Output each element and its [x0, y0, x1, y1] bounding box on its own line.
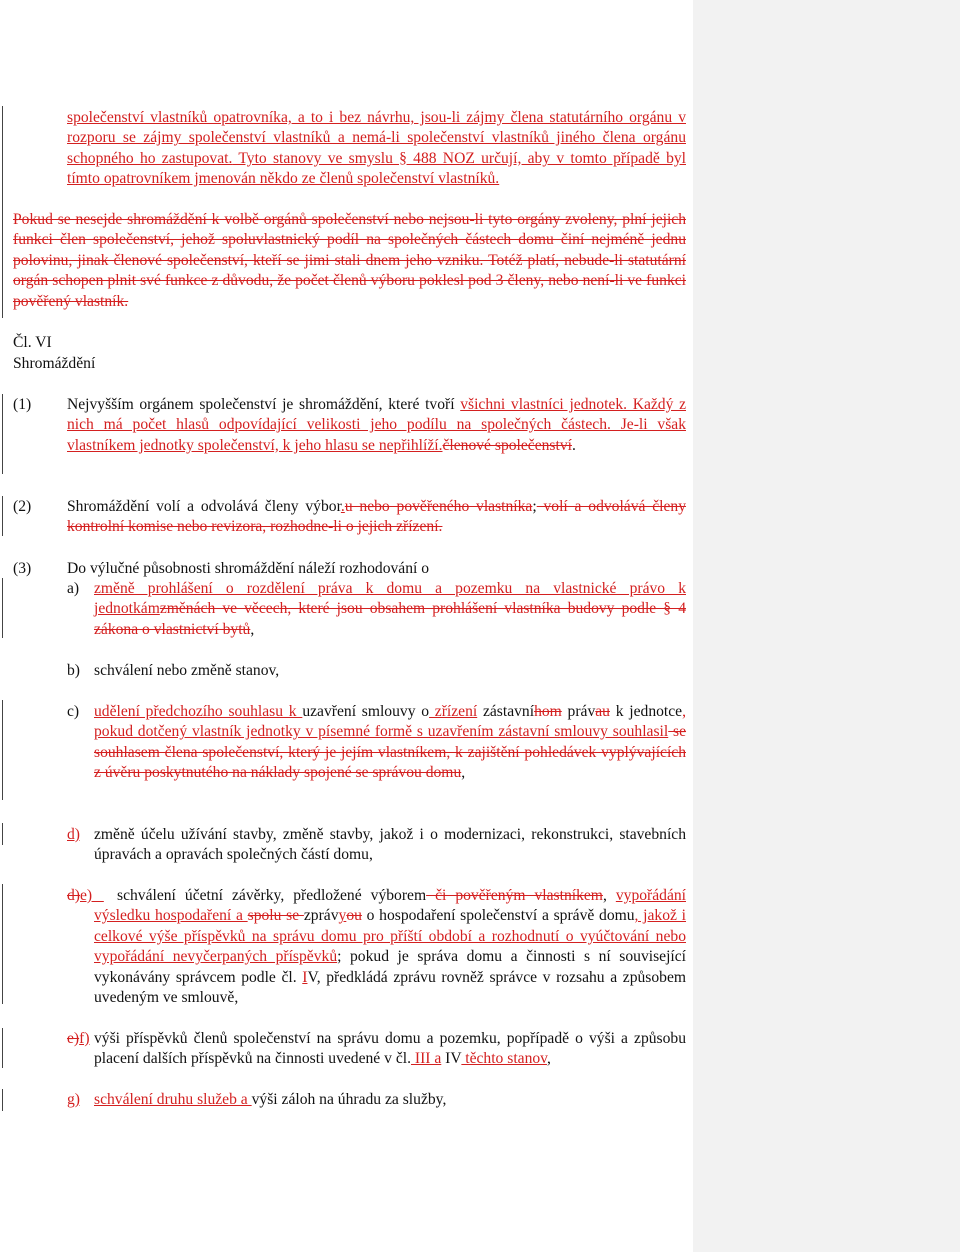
item-label: a)	[67, 580, 80, 597]
inserted-text: těchto stanov	[461, 1050, 547, 1068]
inserted-text: vypořádání výsledku hospodaření a	[94, 887, 686, 925]
inserted-text: udělení předchozího souhlasu k	[94, 703, 303, 720]
inserted-text: y	[338, 907, 347, 925]
inserted-text: všichni vlastníci jednotek. Každý z nich má počet hlasů odpovídající velikosti jeho podílu na společných částech. Je-li však vlastníkem jednotky společenství, k jeho hlasu se nepřihlíží.	[67, 396, 686, 454]
item-label: c)	[67, 703, 80, 720]
change-bar	[2, 1089, 3, 1111]
article-number: Čl. VI	[13, 334, 52, 351]
change-bar	[2, 394, 3, 474]
deleted-text: hom	[534, 703, 562, 720]
paragraph-1	[67, 395, 686, 456]
item-label: b)	[67, 662, 80, 679]
text-run: uzavření smlouvy o	[302, 703, 430, 720]
item-label-inserted: e)	[80, 887, 104, 904]
item-label: g)	[67, 1091, 80, 1108]
item-f	[94, 1029, 686, 1070]
text-run: práv	[561, 703, 596, 720]
comment-pane	[693, 0, 960, 1252]
inserted-text: schválení druhu služeb a	[94, 1091, 252, 1108]
change-bar	[2, 823, 3, 845]
deleted-text: změnách ve věcech, které jsou obsahem prohlášení vlastníka budovy podle § 4 zákona o vlastnictví bytů	[94, 600, 686, 638]
item-a	[94, 579, 686, 640]
text-run: .	[571, 436, 576, 454]
text-run: ,	[250, 620, 255, 638]
paragraph-number: (3)	[13, 560, 32, 577]
change-bar	[2, 884, 3, 1004]
text-run: ; pokud je správa domu a činnosti s ní související vykonávány správcem podle čl.	[94, 948, 686, 986]
deleted-text: se souhlasem člena společenství, který je jejím vlastníkem, k zajištění pohledávek vyplývajících z úvěru poskytnutého na náklady spojené se správou domu	[94, 723, 687, 782]
item-label	[67, 1029, 90, 1049]
paragraph-deleted	[13, 210, 686, 312]
deleted-text: či pověřeným vlastníkem	[426, 887, 603, 904]
text-run: IV	[441, 1050, 462, 1068]
deleted-text: spolu se	[247, 907, 304, 925]
text-run: změně účelu užívání stavby, změně stavby, jakož i o modernizaci, rekonstrukci, stavebních úpravách a opravách společných částí domu,	[94, 826, 686, 864]
text-run: ,	[602, 887, 616, 904]
item-b	[94, 661, 686, 681]
item-d	[94, 825, 686, 866]
inserted-text: Tyto stanovy ve smyslu § 488 NOZ určují, aby v tomto případě byl tímto opatrovníkem jmenován někdo ze členů společenství vlastníků.	[67, 149, 686, 188]
inserted-text: , jakož i celkové výše příspěvků na správu domu pro příští období a rozhodnutí o vyúčtování nebo vypořádání nevyčerpaných příspěvků	[94, 907, 687, 966]
change-bar	[2, 496, 3, 536]
deleted-text: Pokud se nesejde shromáždění k volbě orgánů společenství nebo nejsou-li tyto orgány zvoleny, plní jejich funkci člen společenství, jehož spoluvlastnický podíl na společných částech domu činí nejméně jednu polovinu, jinak členové společenství, kteří se jimi stali dnem jeho vzniku. Totéž platí, nebude-li statutární orgán schopen plnit své funkce z důvodu, že počet členů výboru poklesl pod 3 členy, nebo není-li ve funkci pověřený vlastník.	[13, 211, 686, 310]
change-bar	[2, 106, 3, 318]
deleted-text: členové společenství	[442, 436, 572, 454]
text-run: výši záloh na úhradu za služby,	[251, 1091, 447, 1108]
item-label-inserted: f)	[79, 1030, 90, 1047]
text-run: schválení účetní závěrky, předložené výborem	[117, 887, 427, 904]
article-title: Shromáždění	[13, 355, 96, 372]
item-e	[94, 886, 686, 1008]
text-run: k jednotce	[609, 703, 683, 720]
deleted-text: volí a odvolává členy kontrolní komise nebo revizora, rozhodne-li o jejich zřízení.	[67, 498, 687, 536]
text-run: výši příspěvků členů společenství na správu domu a pozemku, popřípadě o výši a způsobu placení dalších příspěvků na činnosti uvedené v čl.	[94, 1030, 686, 1068]
item-label-deleted: d)	[67, 887, 80, 904]
text-run: Nejvyšším orgánem společenství je shromáždění, které tvoří	[67, 396, 461, 413]
inserted-text: zřízení	[429, 703, 478, 720]
item-label-deleted: e)	[67, 1030, 80, 1047]
deleted-text: ou	[346, 907, 362, 925]
text-run: schválení nebo změně stanov,	[94, 662, 280, 679]
text-run: ;	[532, 498, 537, 515]
item-c	[94, 702, 686, 784]
deleted-text: au	[595, 703, 610, 720]
text-run: zástavní	[477, 703, 535, 720]
item-g	[94, 1090, 686, 1110]
inserted-text: I	[302, 968, 308, 986]
inserted-text: .	[340, 498, 345, 515]
paragraph-3-intro: Do výlučné působnosti shromáždění náleží rozhodování o	[67, 560, 430, 577]
text-run: ,	[546, 1050, 551, 1068]
inserted-text: změně prohlášení o rozdělení práva k domu a pozemku na vlastnické právo k jednotkám	[94, 580, 686, 618]
text-run: ,	[461, 764, 466, 782]
text-run: Shromáždění volí a odvolává členy výbor	[67, 498, 341, 515]
paragraph-opatrovnik	[67, 108, 686, 190]
change-bar	[2, 1028, 3, 1068]
text-run: zpráv	[303, 907, 339, 925]
inserted-text: III a	[410, 1050, 442, 1068]
paragraph-number: (1)	[13, 396, 32, 413]
text-run: V, předkládá zprávu rovněž správce v rozsahu a způsobem uvedeným ve smlouvě,	[94, 968, 686, 1007]
item-label: d)	[67, 826, 80, 843]
change-bar	[2, 700, 3, 800]
paragraph-number: (2)	[13, 498, 32, 515]
paragraph-2	[67, 497, 686, 538]
inserted-text: , pokud dotčený vlastník jednotky v písemné formě s uzavřením zástavní smlouvy souhlasil	[94, 703, 687, 741]
change-bar	[2, 578, 3, 638]
text-run: o hospodaření společenství a správě domu	[361, 907, 635, 925]
inserted-text: společenství vlastníků opatrovníka, a to i bez návrhu, jsou-li zájmy člena statutárního orgánu v rozporu se zájmy společenství vlastníků a nemá-li společenství vlastníků jiného člena orgánu schopného ho zastupovat.	[67, 109, 686, 167]
deleted-text: u nebo pověřeného vlastníka	[344, 498, 533, 515]
